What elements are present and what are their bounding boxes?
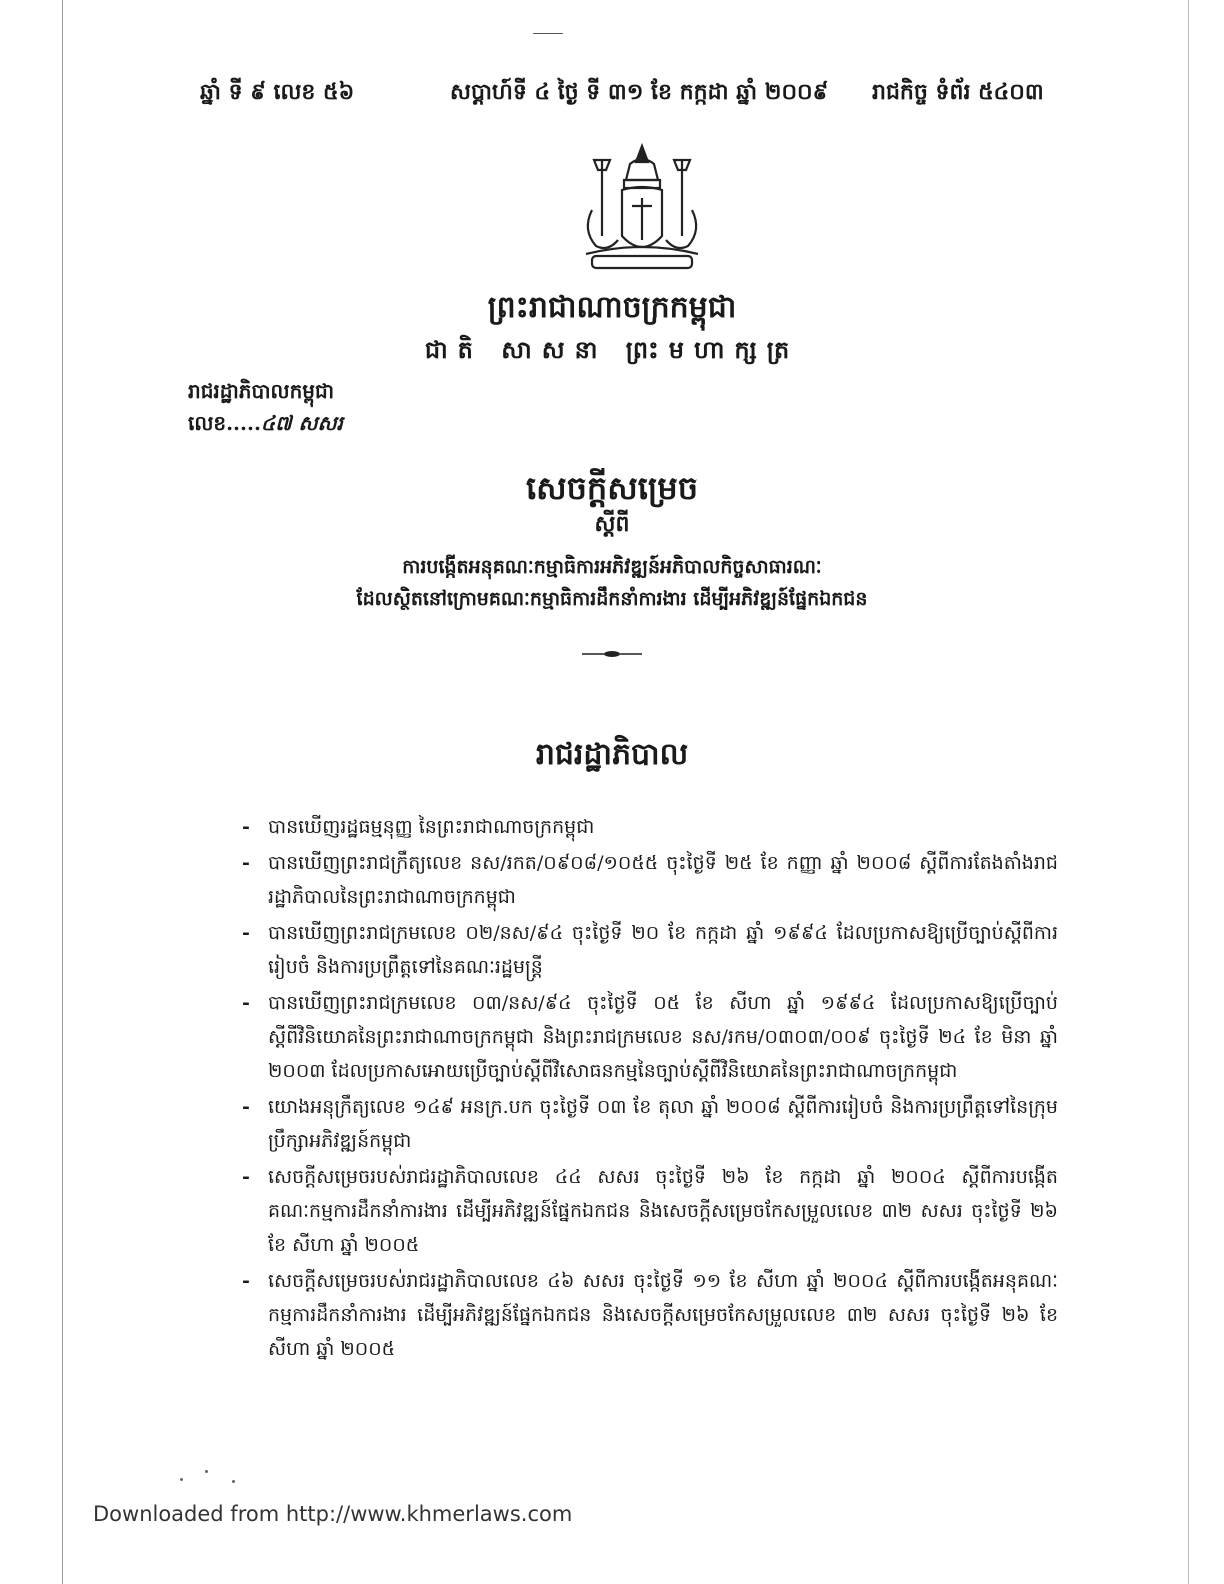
government-heading: រាជរដ្ឋាភិបាល [535, 737, 689, 772]
document-number-prefix: លេខ [188, 411, 227, 435]
government-label: រាជរដ្ឋាភិបាលកម្ពុជា [188, 379, 334, 403]
divider-ornament-icon [582, 650, 642, 658]
kingdom-title: ព្រះរាជាណាចក្រកម្ពុជា [487, 290, 737, 325]
document-number: លេខ.....៤៧ សសរ [188, 411, 343, 435]
preamble-clauses [242, 810, 1058, 1368]
download-source-footer: Downloaded from http://www.khmerlaws.com [93, 1502, 573, 1526]
preamble-clause: - បានឃើញព្រះរាជក្រមលេខ ០២/នស/៩៤ ចុះថ្ងៃទី ២០ ខែ កក្កដា ឆ្នាំ ១៩៩៤ ដែលប្រកាសឱ្យប្រើច្បាប់ស្តីពីការរៀបចំ និងការប្រព្រឹត្តទៅនៃគណៈរដ្ឋមន្ត្រី [242, 922, 1058, 978]
header-gazette-page: រាជកិច្ច ទំព័រ ៥៤០៣ [872, 79, 1044, 105]
header-date: សប្តាហ៍ទី ៤ ថ្ងៃ ទី ៣១ ខែ កក្កដា ឆ្នាំ ២០០៩ [450, 79, 829, 105]
document-number-handwritten: ៤៧ សសរ [260, 411, 343, 435]
decision-title: សេចក្តីសម្រេច [525, 469, 699, 507]
royal-coat-of-arms-icon [572, 140, 712, 280]
preamble-clause: - បានឃើញរដ្ឋធម្មនុញ្ញ នៃព្រះរាជាណាចក្រកម្ពុជា [242, 816, 595, 838]
header-year-issue: ឆ្នាំ ទី ៩ លេខ ៥៦ [200, 79, 355, 105]
subject-line-2: ដែលស្ថិតនៅក្រោមគណៈកម្មាធិការដឹកនាំការងារ ដើម្បីអភិវឌ្ឍន៍ផ្នែកឯកជន [356, 588, 868, 610]
about-label: ស្តីពី [594, 511, 630, 537]
preamble-clause: - សេចក្តីសម្រេចរបស់រាជរដ្ឋាភិបាលលេខ ៤៤ សសរ ចុះថ្ងៃទី ២៦ ខែ កក្កដា ឆ្នាំ ២០០៤ ស្តីពីការបង្កើតគណៈកម្មការដឹកនាំការងារ ដើម្បីអភិវឌ្ឍន៍ផ្នែកឯកជន និងសេចក្តីសម្រេចកែសម្រួលលេខ ៣២ សសរ ចុះថ្ងៃទី ២៦ ខែ សីហា ឆ្នាំ ២០០៥ [242, 1166, 1058, 1256]
top-dash-mark [533, 33, 563, 34]
left-scan-edge [62, 0, 63, 1584]
preamble-clause: - បានឃើញព្រះរាជក្រឹត្យលេខ នស/រកត/០៩០៨/១០៥៥ ចុះថ្ងៃទី ២៥ ខែ កញ្ញា ឆ្នាំ ២០០៨ ស្តីពីការតែងតាំងរាជរដ្ឋាភិបាលនៃព្រះរាជាណាចក្រកម្ពុជា [242, 852, 1058, 908]
scan-speck [232, 1480, 235, 1483]
subject-line-1: ការបង្កើតអនុគណៈកម្មាធិការអភិវឌ្ឍន៍អភិបាលកិច្ចសាធារណៈ [402, 556, 822, 578]
preamble-clause: - សេចក្តីសម្រេចរបស់រាជរដ្ឋាភិបាលលេខ ៤៦ សសរ ចុះថ្ងៃទី ១១ ខែ សីហា ឆ្នាំ ២០០៤ ស្តីពីការបង្កើតអនុគណៈកម្មការដឹកនាំការងារ ដើម្បីអភិវឌ្ឍន៍ផ្នែកឯកជន និងសេចក្តីសម្រេចកែសម្រួលលេខ ៣២ សសរ ចុះថ្ងៃទី ២៦ ខែ សីហា ឆ្នាំ ២០០៥ [242, 1270, 1058, 1360]
preamble-clause: - បានឃើញព្រះរាជក្រមលេខ ០៣/នស/៩៤ ចុះថ្ងៃទី ០៥ ខែ សីហា ឆ្នាំ ១៩៩៤ ដែលប្រកាសឱ្យប្រើច្បាប់ស្តីពីវិនិយោគនៃព្រះរាជាណាចក្រកម្ពុជា និងព្រះរាជក្រមលេខ នស/រកម/០៣០៣/០០៩ ចុះថ្ងៃទី ២៤ ខែ មិនា ឆ្នាំ ២០០៣ ដែលប្រកាសអោយប្រើច្បាប់ស្តីពីវិសោធនកម្មនៃច្បាប់ស្តីពីវិនិយោគនៃព្រះរាជាណាចក្រកម្ពុជា [242, 992, 1058, 1082]
right-scan-edge [1188, 0, 1189, 1584]
scan-speck [180, 1478, 183, 1481]
scan-speck [205, 1470, 208, 1473]
national-motto: ជាតិ សាសនា ព្រះមហាក្សត្រ [424, 335, 800, 364]
preamble-clause: - យោងអនុក្រឹត្យលេខ ១៤៩ អនក្រ.បក ចុះថ្ងៃទី ០៣ ខែ តុលា ឆ្នាំ ២០០៨ ស្តីពីការរៀបចំ និងការប្រព្រឹត្តទៅនៃក្រុមប្រឹក្សាអភិវឌ្ឍន៍កម្ពុជា [242, 1096, 1058, 1152]
